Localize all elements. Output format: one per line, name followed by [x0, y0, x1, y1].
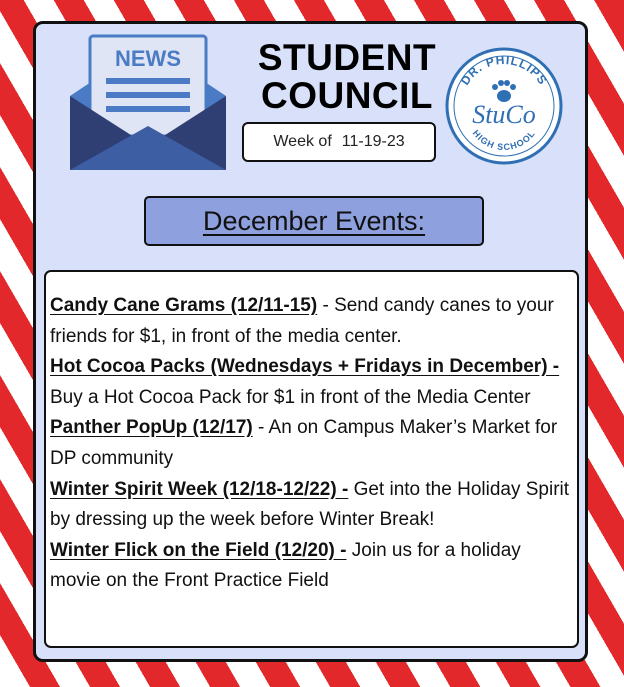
- list-item: [50, 352, 573, 413]
- list-item: [50, 475, 573, 536]
- seal-top-text: DR. PHILLIPS: [457, 52, 551, 88]
- page-title: [242, 39, 452, 115]
- list-item: [50, 536, 573, 597]
- event-description: Buy a Hot Cocoa Pack for $1 in front of the Media Center: [50, 386, 531, 408]
- event-description: Join us for a holiday movie on the Front Practice Field: [50, 539, 521, 592]
- event-name: Hot Cocoa Packs (Wednesdays + Fridays in December) -: [50, 356, 560, 378]
- event-name: Winter Flick on the Field (12/20) -: [50, 539, 347, 561]
- events-list: [44, 270, 579, 648]
- week-label: Week of: [273, 133, 332, 150]
- week-date: 11-19-23: [341, 133, 405, 150]
- stuco-seal-logo: [444, 46, 564, 166]
- list-item: [50, 291, 573, 352]
- event-description: Get into the Holiday Spirit by dressing up the week before Winter Break!: [50, 478, 570, 531]
- news-label: NEWS: [115, 46, 181, 71]
- list-item: [50, 413, 573, 474]
- event-description: - An on Campus Maker’s Market for DP community: [50, 417, 558, 469]
- event-name: Candy Cane Grams (12/11-15): [50, 295, 318, 316]
- event-description: - Send candy canes to your friends for $1, in front of the media center.: [50, 295, 554, 347]
- week-badge: [242, 122, 436, 162]
- title-line-2: COUNCIL: [260, 75, 434, 116]
- seal-bottom-text: HIGH SCHOOL: [470, 128, 538, 153]
- title-line-1: STUDENT: [257, 37, 437, 78]
- seal-center-text: StuCo: [472, 100, 536, 129]
- event-name: Winter Spirit Week (12/18-12/22) -: [50, 478, 349, 500]
- events-heading: December Events:: [144, 196, 484, 246]
- news-envelope-icon: [66, 34, 230, 174]
- newsletter-card: [33, 21, 588, 662]
- event-name: Panther PopUp (12/17): [50, 417, 253, 439]
